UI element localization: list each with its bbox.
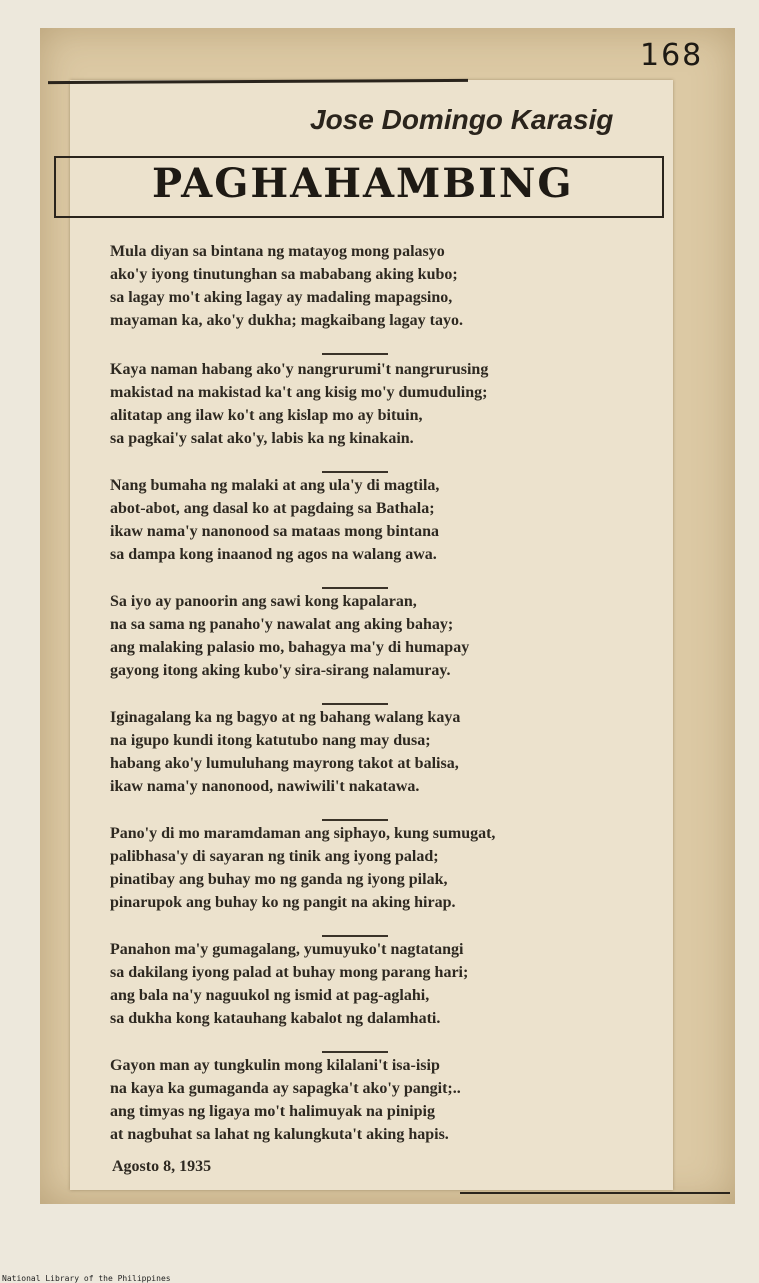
poem-line: Kaya naman habang ako'y nangrurumi't nangrurusing (110, 361, 489, 378)
stanza (110, 590, 650, 682)
stanza (110, 822, 650, 914)
poem-line: na igupo kundi itong katutubo nang may dusa; (110, 732, 431, 749)
poem-line: Nang bumaha ng malaki at ang ula'y di magtila, (110, 477, 440, 494)
poem-line: na kaya ka gumaganda ay sapagka't ako'y pangit;.. (110, 1080, 461, 1097)
poem-line: sa dukha kong katauhang kabalot ng dalamhati. (110, 1010, 441, 1027)
stanza (110, 706, 650, 798)
poem-line: abot-abot, ang dasal ko at pagdaing sa Bathala; (110, 500, 435, 517)
stanza-divider (322, 935, 388, 937)
poem-line: at nagbuhat sa lahat ng kalungkuta't aking hapis. (110, 1126, 449, 1143)
poem-line: ang timyas ng ligaya mo't halimuyak na pinipig (110, 1103, 435, 1120)
poem-line: gayong itong aking kubo'y sira-sirang nalamuray. (110, 662, 451, 679)
poem-line: sa dakilang iyong palad at buhay mong parang hari; (110, 964, 469, 981)
stanza (110, 938, 650, 1030)
poem-line: Panahon ma'y gumagalang, yumuyuko't nagtatangi (110, 941, 464, 958)
footer-credit: National Library of the Philippines (2, 1274, 171, 1283)
bottom-rule (460, 1192, 730, 1194)
poem-line: na sa sama ng panaho'y nawalat ang aking bahay; (110, 616, 454, 633)
poem-line: pinarupok ang buhay ko ng pangit na aking hirap. (110, 894, 456, 911)
poem-line: makistad na makistad ka't ang kisig mo'y dumuduling; (110, 384, 488, 401)
poem-line: ikaw nama'y nanonood sa mataas mong bintana (110, 523, 439, 540)
poem-date: Agosto 8, 1935 (112, 1158, 212, 1175)
poem-line: sa lagay mo't aking lagay ay madaling mapagsino, (110, 289, 453, 306)
poem-line: Pano'y di mo maramdaman ang siphayo, kung sumugat, (110, 825, 496, 842)
stanza-divider (322, 819, 388, 821)
stanza-divider (322, 587, 388, 589)
stanza (110, 1054, 650, 1146)
poem-line: ikaw nama'y nanonood, nawiwili't nakatawa. (110, 778, 420, 795)
poem-line: mayaman ka, ako'y dukha; magkaibang lagay tayo. (110, 312, 463, 329)
poem-line: sa dampa kong inaanod ng agos na walang awa. (110, 546, 437, 563)
poem-line: Gayon man ay tungkulin mong kilalani't isa-isip (110, 1057, 440, 1074)
stanza (110, 358, 650, 450)
poem-line: pinatibay ang buhay mo ng ganda ng iyong pilak, (110, 871, 448, 888)
author-name: Jose Domingo Karasig (310, 104, 614, 135)
poem-line: ang malaking palasio mo, bahagya ma'y di humapay (110, 639, 470, 656)
page-number: 168 (640, 38, 704, 73)
poem-line: ako'y iyong tinutunghan sa mababang aking kubo; (110, 266, 458, 283)
poem-line: habang ako'y lumuluhang mayrong takot at balisa, (110, 755, 459, 772)
stanza-divider (322, 1051, 388, 1053)
stanza-divider (322, 471, 388, 473)
poem-line: Iginagalang ka ng bagyo at ng bahang walang kaya (110, 709, 461, 726)
poem-line: sa pagkai'y salat ako'y, labis ka ng kinakain. (110, 430, 414, 447)
stanza-divider (322, 703, 388, 705)
poem-line: Sa iyo ay panoorin ang sawi kong kapalaran, (110, 593, 417, 610)
stanza-divider (322, 353, 388, 355)
stanza (110, 474, 650, 566)
poem-line: palibhasa'y di sayaran ng tinik ang iyong palad; (110, 848, 439, 865)
poem-line: Mula diyan sa bintana ng matayog mong palasyo (110, 243, 445, 260)
poem-line: ang bala na'y naguukol ng ismid at pag-aglahi, (110, 987, 430, 1004)
poem-line: alitatap ang ilaw ko't ang kislap mo ay bituin, (110, 407, 423, 424)
stanza (110, 240, 650, 332)
poem-title: PAGHAHAMBING (152, 160, 574, 207)
